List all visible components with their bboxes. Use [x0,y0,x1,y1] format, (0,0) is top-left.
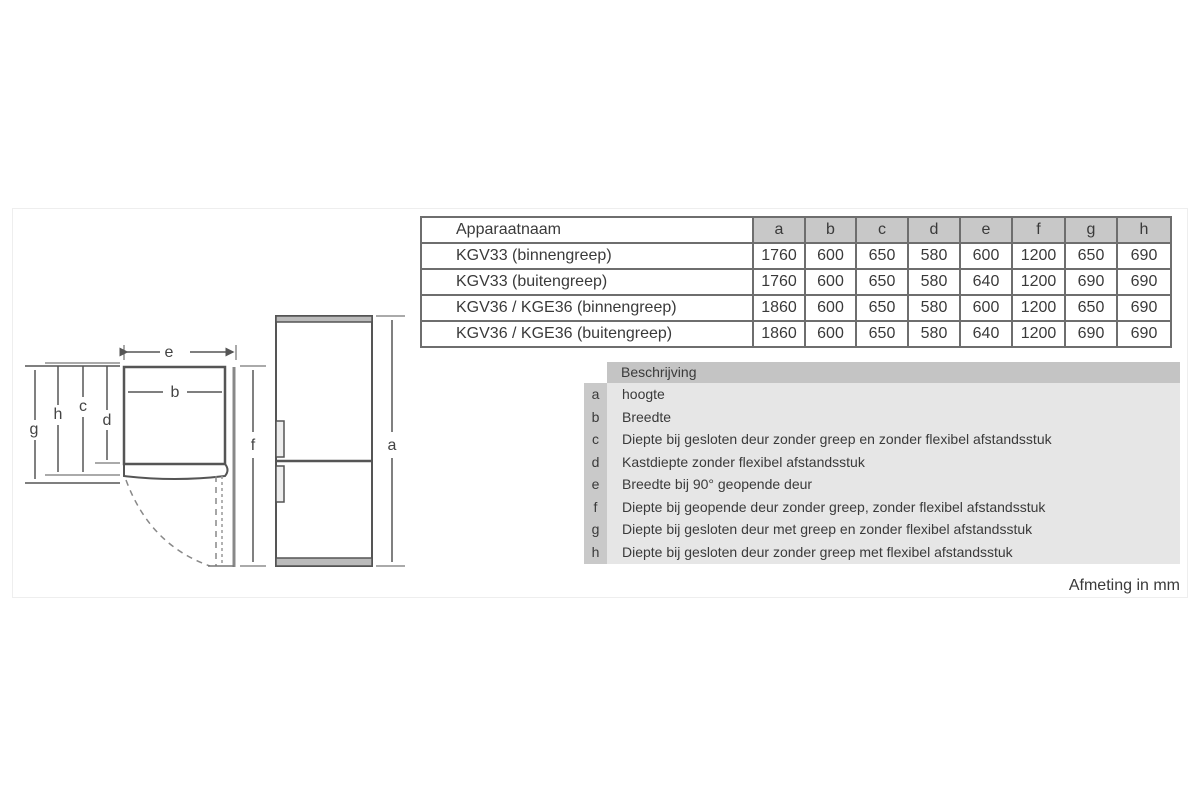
legend-item [584,428,1180,451]
legend-key: f [593,498,598,515]
cell: 640 [960,321,1012,347]
column-header-name: Apparaatnaam [421,217,753,243]
svg-text:a: a [387,437,397,454]
table-header-row [421,217,1171,243]
legend-item [584,406,1180,429]
legend-key: b [591,408,600,425]
cell: 690 [1117,243,1171,269]
cell: 580 [908,295,960,321]
table-row [421,295,1171,321]
column-header: b [805,217,856,243]
cell: 650 [856,269,908,295]
cell: 650 [856,243,908,269]
legend-text: Diepte bij geopende deur zonder greep, zonder flexibel afstandsstuk [622,498,1046,515]
table-row [421,321,1171,347]
cell: 1200 [1012,269,1065,295]
svg-text:h: h [53,406,63,423]
cell: 690 [1065,321,1117,347]
legend-text: Breedte bij 90° geopende deur [622,476,813,492]
cell: 1200 [1012,243,1065,269]
column-header: h [1117,217,1171,243]
legend-item [584,473,1180,496]
cell: 640 [960,269,1012,295]
legend-key: h [591,543,600,560]
cell: 650 [856,321,908,347]
legend-key: e [591,476,600,492]
cell: 1200 [1012,295,1065,321]
front-view [276,316,405,566]
legend-text: Diepte bij gesloten deur zonder greep en zonder flexibel afstandsstuk [622,431,1052,447]
column-header: d [908,217,960,243]
cell: 650 [856,295,908,321]
svg-text:b: b [170,384,180,401]
legend-text: hoogte [622,386,665,402]
cell: 690 [1117,321,1171,347]
svg-text:d: d [102,412,112,429]
cell: 690 [1117,269,1171,295]
cell: 600 [805,321,856,347]
svg-text:e: e [164,344,174,361]
cell: 580 [908,243,960,269]
cell: 600 [805,269,856,295]
legend-text: Kastdiepte zonder flexibel afstandsstuk [622,453,865,470]
legend-item [584,383,1180,406]
column-header: g [1065,217,1117,243]
cell: 1760 [753,243,805,269]
column-header: e [960,217,1012,243]
legend-item [584,541,1180,564]
table-row [421,269,1171,295]
table-row [421,243,1171,269]
legend-box [584,362,1180,564]
cell: 600 [805,243,856,269]
model-name: KGV36 / KGE36 (buitengreep) [421,321,753,347]
cell: 690 [1065,269,1117,295]
cell: 1860 [753,321,805,347]
dimensions-table [420,216,1172,348]
legend-key: a [591,386,600,402]
cell: 580 [908,321,960,347]
dimension-labels [30,344,397,454]
model-name: KGV36 / KGE36 (binnengreep) [421,295,753,321]
legend-key: c [592,431,599,447]
cell: 650 [1065,295,1117,321]
cell: 650 [1065,243,1117,269]
dimension-drawing [0,0,420,600]
cell: 1760 [753,269,805,295]
cell: 1860 [753,295,805,321]
cell: 690 [1117,295,1171,321]
legend-item [584,496,1180,519]
model-name: KGV33 (binnengreep) [421,243,753,269]
legend-text: Breedte [622,408,672,425]
legend-text: Diepte bij gesloten deur zonder greep met flexibel afstandsstuk [622,543,1013,560]
column-header: a [753,217,805,243]
cell: 600 [960,295,1012,321]
top-view [25,345,266,567]
svg-text:c: c [79,398,87,415]
legend-item [584,451,1180,474]
model-name: KGV33 (buitengreep) [421,269,753,295]
legend-key: d [591,453,600,470]
cell: 600 [960,243,1012,269]
svg-text:f: f [250,437,256,454]
cell: 600 [805,295,856,321]
legend-item [584,518,1180,541]
svg-text:g: g [29,421,39,438]
cell: 580 [908,269,960,295]
legend-text: Diepte bij gesloten deur met greep en zonder flexibel afstandsstuk [622,521,1033,537]
unit-note: Afmeting in mm [1068,577,1180,594]
legend-title: Beschrijving [607,362,1180,383]
column-header: f [1012,217,1065,243]
column-header: c [856,217,908,243]
cell: 1200 [1012,321,1065,347]
legend-key: g [591,521,600,537]
